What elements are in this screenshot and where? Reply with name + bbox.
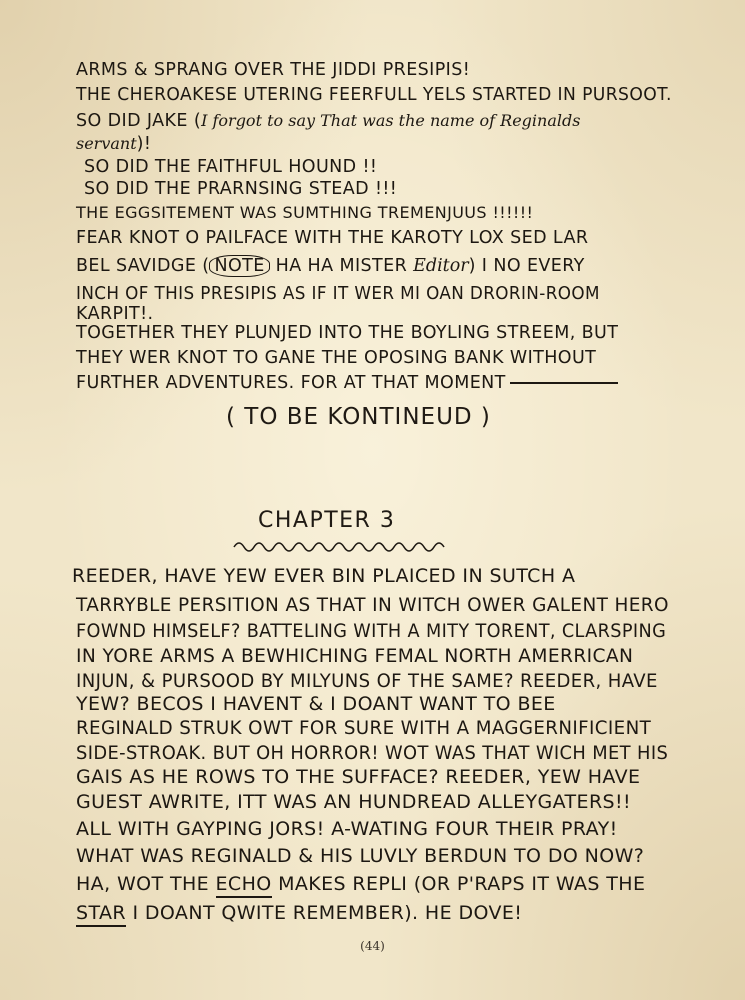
text-line: TARRYBLE PERSITION AS THAT IN WITCH OWER GALENT HERO xyxy=(76,594,669,616)
text-line: KARPIT!. xyxy=(76,304,154,324)
text-line: YEW? BECOS I HAVENT & I DOANT WANT TO BEE xyxy=(76,693,556,715)
text-line: FURTHER ADVENTURES. FOR AT THAT MOMENT xyxy=(76,373,618,393)
text-line: ALL WITH GAYPING JORS! A-WATING FOUR THEIR PRAY! xyxy=(76,818,618,840)
text-line: ARMS & SPRANG OVER THE JIDDI PRESIPIS! xyxy=(76,60,471,80)
text-line: SO DID THE PRARNSING STEAD !!! xyxy=(84,179,398,199)
text-line: SIDE-STROAK. BUT OH HORROR! WOT WAS THAT WICH MET HIS xyxy=(76,742,669,764)
star-reference: STAR xyxy=(76,902,126,927)
text-line: STAR I DOANT QWITE REMEMBER). HE DOVE! xyxy=(76,902,522,924)
to-be-continued: ( TO BE KONTINEUD ) xyxy=(226,404,491,430)
text-line: SO DID THE FAITHFUL HOUND !! xyxy=(84,157,378,177)
text-line: THEY WER KNOT TO GANE THE OPOSING BANK WITHOUT xyxy=(76,348,597,368)
text-line: SO DID JAKE (I forgot to say That was the name of Reginalds xyxy=(76,111,581,131)
echo-reference: ECHO xyxy=(216,873,272,898)
text-line: HA, WOT THE ECHO MAKES REPLI (OR P'RAPS IT WAS THE xyxy=(76,873,645,895)
dash-line xyxy=(510,382,618,384)
text-line: THE EGGSITEMENT WAS SUMTHING TREMENJUUS !!!!!! xyxy=(76,203,534,222)
flourish-divider xyxy=(232,538,452,554)
text-line: FOWND HIMSELF? BATTELING WITH A MITY TORENT, CLARSPING xyxy=(76,620,667,642)
text-line: GAIS AS HE ROWS TO THE SUFFACE? REEDER, YEW HAVE xyxy=(76,766,641,788)
text-line: REGINALD STRUK OWT FOR SURE WITH A MAGGERNIFICIENT xyxy=(76,717,652,739)
text-line: REEDER, HAVE YEW EVER BIN PLAICED IN SUTCH A xyxy=(72,565,576,587)
text-line: TOGETHER THEY PLUNJED INTO THE BOYLING STREEM, BUT xyxy=(76,323,619,343)
note-annotation: NOTE xyxy=(209,255,269,277)
text-line: WHAT WAS REGINALD & HIS LUVLY BERDUN TO DO NOW? xyxy=(76,845,645,867)
text-line: BEL SAVIDGE ( NOTE HA HA MISTER Editor) I NO EVERY xyxy=(76,256,585,276)
text-line: FEAR KNOT O PAILFACE WITH THE KAROTY LOX SED LAR xyxy=(76,228,589,248)
text-line: THE CHEROAKESE UTERING FEERFULL YELS STARTED IN PURSOOT. xyxy=(76,85,672,105)
text-line: servant)! xyxy=(76,134,152,154)
text-line: INJUN, & PURSOOD BY MILYUNS OF THE SAME? REEDER, HAVE xyxy=(76,670,658,692)
text-line: INCH OF THIS PRESIPIS AS IF IT WER MI OAN DRORIN-ROOM xyxy=(76,284,600,304)
text-line: GUEST AWRITE, ITT WAS AN HUNDREAD ALLEYGATERS!! xyxy=(76,791,632,813)
page-number: (44) xyxy=(360,939,385,953)
chapter-title: CHAPTER 3 xyxy=(258,508,396,533)
text-line: IN YORE ARMS A BEWHICHING FEMAL NORTH AMERRICAN xyxy=(76,645,634,667)
